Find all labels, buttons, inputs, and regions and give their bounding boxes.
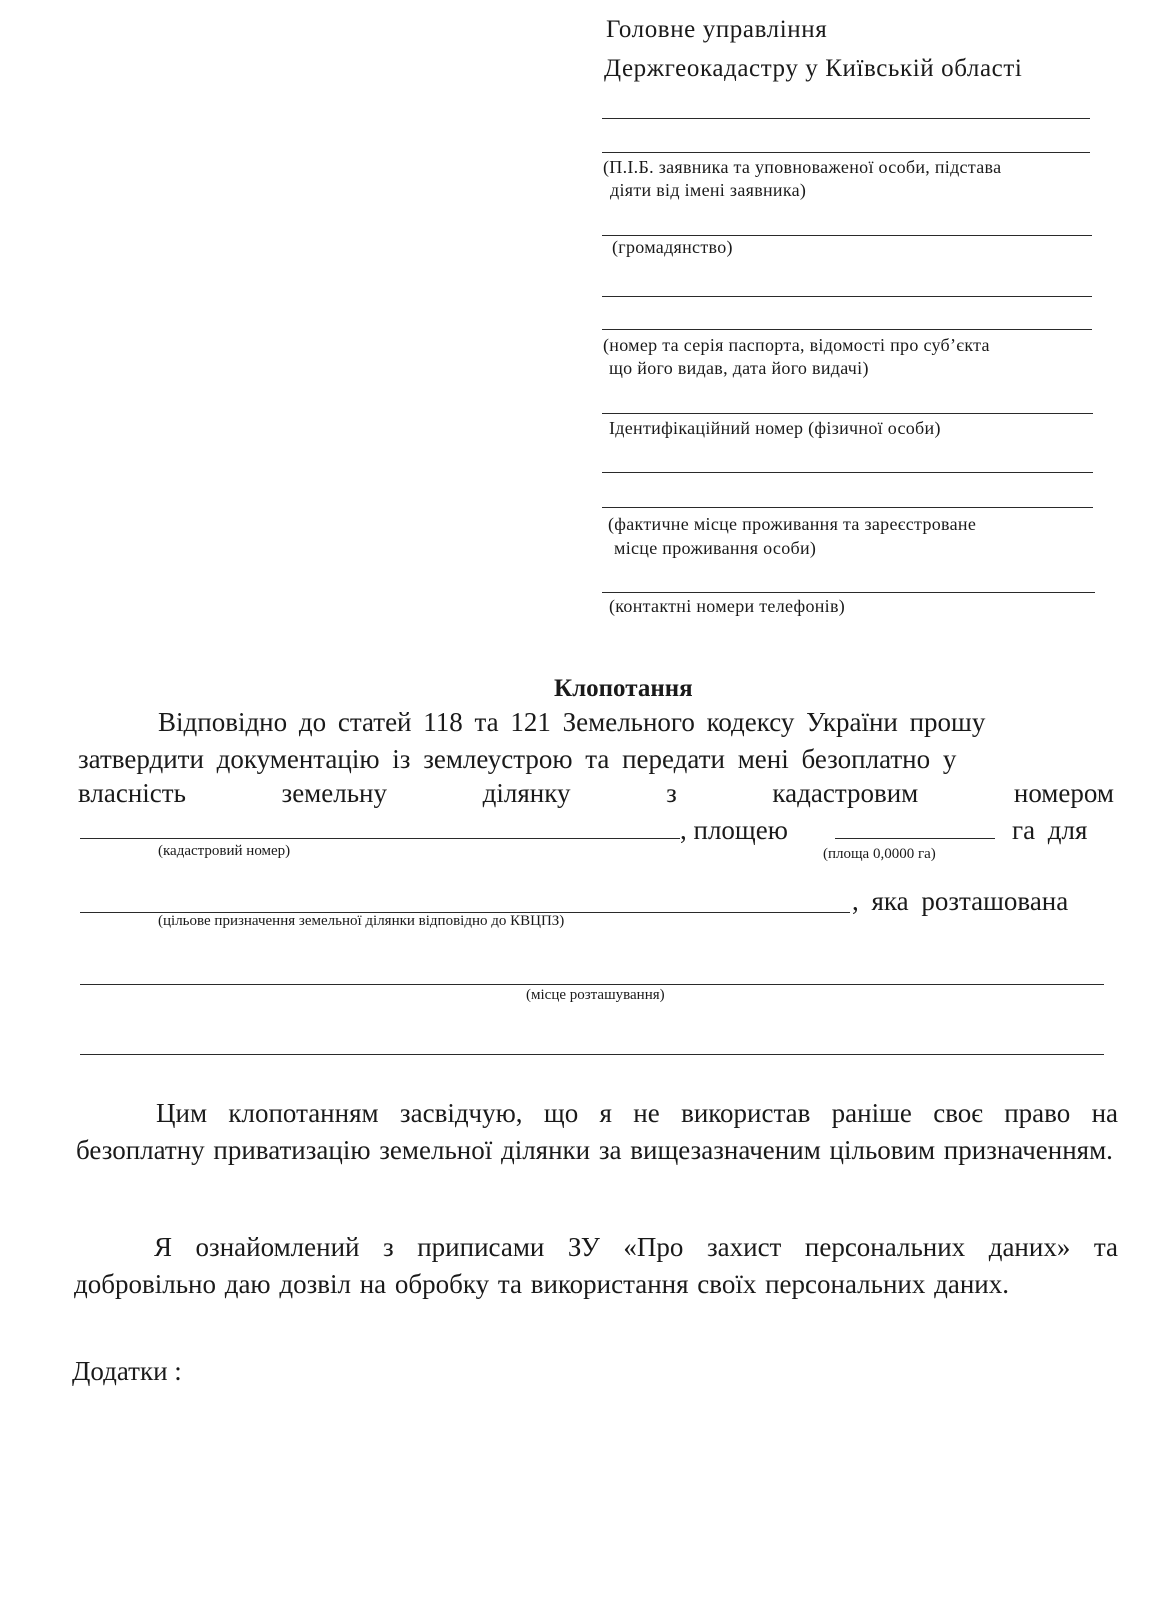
location-field-line-2[interactable]	[80, 1054, 1104, 1055]
passport-caption-2: що його видав, дата його видачі)	[609, 358, 869, 378]
citizenship-caption: (громадянство)	[612, 237, 733, 257]
passport-caption-1: (номер та серія паспорта, відомості про суб’єкта	[603, 335, 990, 355]
petition-word: номером	[1013, 778, 1114, 808]
passport-field-line-2[interactable]	[602, 329, 1092, 330]
applicant-name-caption-2: діяти від імені заявника)	[610, 180, 807, 200]
petition-word: ділянку	[482, 778, 571, 808]
petition-word: власність	[78, 778, 186, 808]
applicant-name-caption-1: (П.І.Б. заявника та уповноваженої особи, підстава	[603, 157, 1002, 177]
residence-field-line-2[interactable]	[602, 507, 1093, 508]
petition-line-1: Відповідно до статей 118 та 121 Земельного кодексу України прошу	[158, 707, 986, 737]
recipient-line-2: Держгеокадастру у Київській області	[604, 55, 1023, 82]
attachments-label: Додатки :	[72, 1356, 182, 1386]
tax-id-field-line[interactable]	[602, 413, 1093, 414]
personal-data-consent-paragraph: Я ознайомлений з приписами ЗУ «Про захист персональних даних» та добровільно даю дозвіл на обробку та використання своїх персональних даних.	[74, 1232, 1118, 1299]
applicant-name-field-line-1[interactable]	[602, 118, 1090, 119]
cadastral-number-caption: (кадастровий номер)	[158, 843, 291, 859]
cadastral-number-field-line[interactable]	[80, 838, 680, 839]
petition-line-2: затвердити документацію із землеустрою та передати мені безоплатно у	[78, 744, 957, 774]
petition-word: земельну	[281, 778, 387, 808]
passport-field-line-1[interactable]	[602, 296, 1092, 297]
area-caption: (площа 0,0000 га)	[823, 846, 936, 862]
area-label: , площею	[680, 815, 788, 845]
located-label: , яка розташована	[852, 886, 1069, 916]
residence-caption-1: (фактичне місце проживання та зареєстроване	[608, 514, 977, 534]
phone-field-line[interactable]	[602, 592, 1095, 593]
location-field-line-1[interactable]	[80, 984, 1104, 985]
recipient-line-1: Головне управління	[606, 16, 828, 43]
applicant-name-field-line-2[interactable]	[602, 152, 1090, 153]
citizenship-field-line[interactable]	[602, 235, 1092, 236]
tax-id-caption: Ідентифікаційний номер (фізичної особи)	[609, 418, 941, 438]
residence-caption-2: місце проживання особи)	[614, 538, 817, 558]
petition-word: з	[666, 778, 677, 808]
document-title: Клопотання	[554, 675, 693, 702]
location-caption: (місце розташування)	[526, 987, 665, 1003]
phone-caption: (контактні номери телефонів)	[609, 596, 846, 616]
no-prior-privatization-paragraph: Цим клопотанням засвідчую, що я не використав раніше своє право на безоплатну приватизацію земельної ділянки за вищезазначеним цільовим призначенням.	[76, 1098, 1118, 1165]
land-purpose-caption: (цільове призначення земельної ділянки відповідно до КВЦПЗ)	[158, 913, 565, 929]
petition-line-3	[78, 778, 1114, 809]
area-unit-for-label: га для	[1012, 815, 1088, 845]
petition-word: кадастровим	[772, 778, 919, 808]
residence-field-line-1[interactable]	[602, 472, 1093, 473]
area-field-line[interactable]	[835, 838, 995, 839]
